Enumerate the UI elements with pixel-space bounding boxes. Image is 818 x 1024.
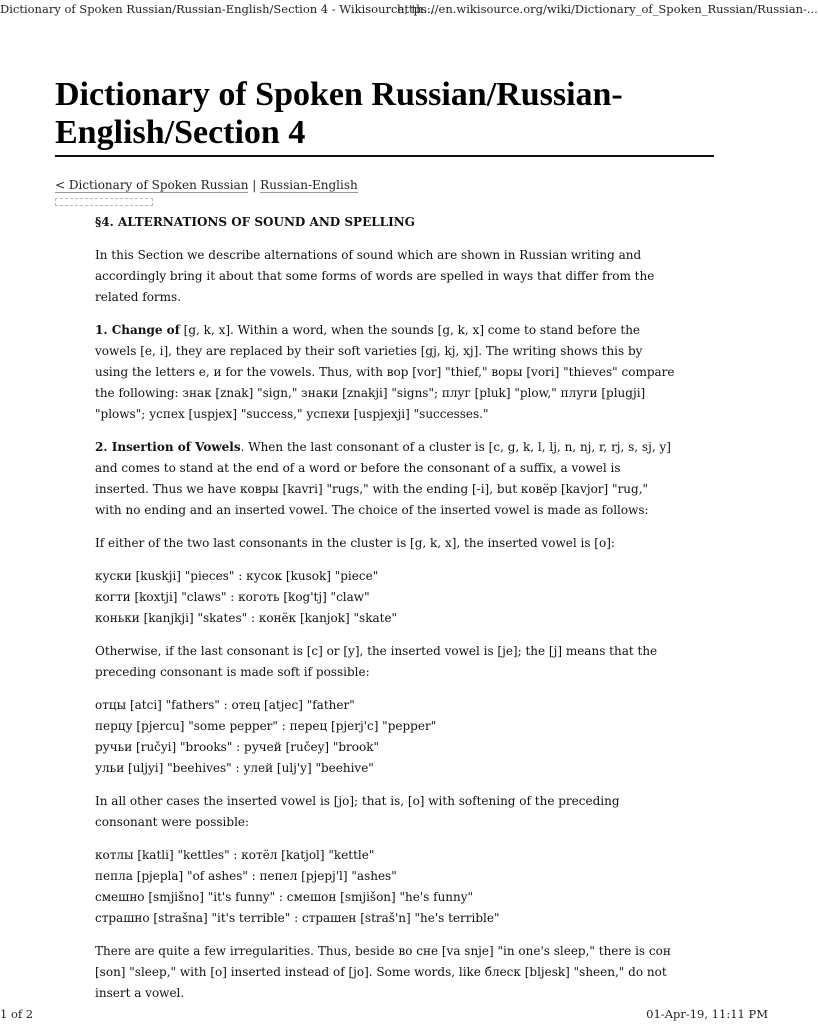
example-item: пепла [pjepla] "of ashes" : пепел [pjepj'l] "ashes" xyxy=(95,869,397,883)
breadcrumb xyxy=(55,178,358,192)
print-header-url: https://en.wikisource.org/wiki/Dictionary_of_Spoken_Russian/Russian-... xyxy=(397,2,818,16)
example-item: ручьи [ručyi] "brooks" : ручей [ručey] "brook" xyxy=(95,740,380,754)
paragraph-text: [g, k, x]. Within a word, when the sounds [g, k, x] come to stand before the vowels [e, i], they are replaced by their soft varieties [gj, kj, xj]. The writing shows this by using the letters е, и for the vowels. Thus, with вор [vor] "thief," воры [vori] "thieves" compare the following: знак [znak] "sign," знаки [znakji] "signs"; плуг [pluk] "plow," плуги [plugji] "plows"; успех [uspjex] "success," успехи [uspjexji] "successes." xyxy=(95,323,675,421)
example-item: страшно [strašna] "it's terrible" : страшен [straš'n] "he's terrible" xyxy=(95,911,500,925)
page-title: Dictionary of Spoken Russian/Russian-English/Section 4 xyxy=(55,76,623,151)
title-divider xyxy=(55,155,714,157)
paragraph-inserted-je: Otherwise, if the last consonant is [c] or [y], the inserted vowel is [je]; the [j] means that the preceding consonant is made soft if possible: xyxy=(95,644,658,679)
section-heading: §4. ALTERNATIONS OF SOUND AND SPELLING xyxy=(95,215,415,229)
article-body xyxy=(95,212,678,1016)
breadcrumb-separator: | xyxy=(248,178,261,192)
example-item: ульи [uljyi] "beehives" : улей [ulj'y] "beehive" xyxy=(95,761,374,775)
paragraph-inserted-o: If either of the two last consonants in the cluster is [g, k, x], the inserted vowel is [o]: xyxy=(95,536,615,550)
example-item: когти [koxtji] "claws" : коготь [kog'tj] "claw" xyxy=(95,590,370,604)
paragraph-irregularities: There are quite a few irregularities. Thus, beside во сне [va snje] "in one's sleep," there is сон [son] "sleep," with [o] inserted instead of [jo]. Some words, like блеск [bljesk] "sheen," do not insert a vowel. xyxy=(95,944,671,1000)
example-item: котлы [katli] "kettles" : котёл [katjol] "kettle" xyxy=(95,848,375,862)
example-item: смешно [smjišno] "it's funny" : смешон [smjišon] "he's funny" xyxy=(95,890,474,904)
example-item: перцу [pjercu] "some pepper" : перец [pjerj'c] "pepper" xyxy=(95,719,437,733)
breadcrumb-up-link[interactable]: Russian-English xyxy=(260,178,358,192)
paragraph-text: . When the last consonant of a cluster is [c, g, k, l, lj, n, nj, r, rj, s, sj, y] and comes to stand at the end of a word or before the consonant of a suffix, a vowel is inserted. Thus we have ковры [kavri] "rugs," with the ending [-i], but ковёр [kavjor] "rug," with no ending and an inserted vowel. The choice of the inserted vowel is made as follows: xyxy=(95,440,671,517)
breadcrumb-placeholder-box xyxy=(55,198,153,206)
example-item: коньки [kanjkji] "skates" : конёк [kanjok] "skate" xyxy=(95,611,398,625)
breadcrumb-prev-link[interactable]: < Dictionary of Spoken Russian xyxy=(55,178,249,192)
paragraph-insertion-of-vowels xyxy=(95,437,678,521)
example-item: отцы [atci] "fathers" : отец [atjec] "father" xyxy=(95,698,355,712)
example-list-jo xyxy=(95,845,678,929)
paragraph-label: 1. Change of xyxy=(95,323,180,337)
example-list-o xyxy=(95,566,678,629)
example-list-je xyxy=(95,695,678,779)
paragraph-change-of xyxy=(95,320,678,425)
example-item: куски [kuskji] "pieces" : кусок [kusok] "piece" xyxy=(95,569,379,583)
print-header-title: Dictionary of Spoken Russian/Russian-English/Section 4 - Wikisource, th... xyxy=(0,2,435,16)
intro-paragraph: In this Section we describe alternations of sound which are shown in Russian writing and accordingly bring it about that some forms of words are spelled in ways that differ from the related forms. xyxy=(95,248,655,304)
print-footer-datetime: 01-Apr-19, 11:11 PM xyxy=(646,1007,768,1021)
print-footer-page: 1 of 2 xyxy=(0,1007,34,1021)
paragraph-label: 2. Insertion of Vowels xyxy=(95,440,241,454)
paragraph-inserted-jo: In all other cases the inserted vowel is [jo]; that is, [o] with softening of the preceding consonant were possible: xyxy=(95,794,620,829)
